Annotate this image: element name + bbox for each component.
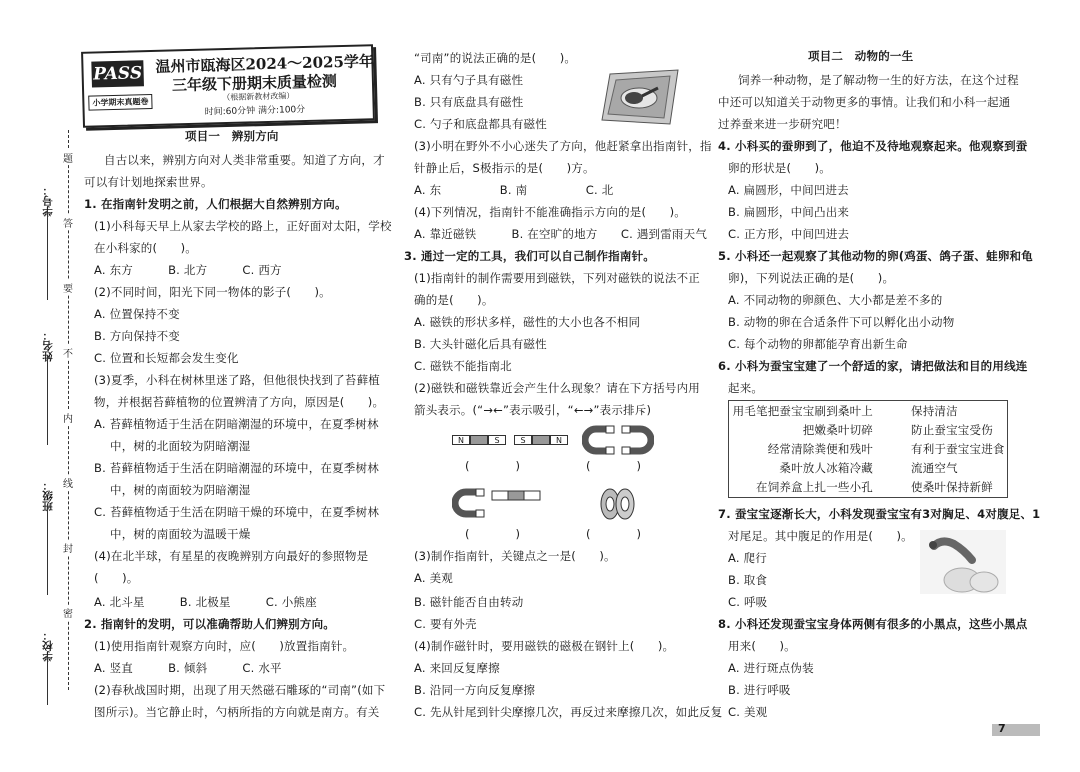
seal-char: 要 [63, 280, 73, 295]
question-7: 7. 蚕宝宝逐渐长大，小科发现蚕宝宝有3对胸足、4对腹足、1 [718, 507, 1041, 521]
option-row[interactable]: A. 东 B. 南 C. 北 [414, 183, 614, 197]
magnet-pole: S [514, 435, 532, 445]
match-right-item[interactable]: 保持清洁 [911, 404, 958, 418]
option-a-cont: 中，树的北面较为阴暗潮湿 [110, 439, 251, 453]
option-c[interactable]: C. 呼吸 [728, 595, 768, 609]
magnet-pole: N [550, 435, 568, 445]
option-a[interactable]: A. 不同动物的卵颜色、大小都是差不多的 [728, 293, 943, 307]
option-c[interactable]: C. 磁铁不能指南北 [414, 359, 512, 373]
page-number-bar [992, 724, 1040, 736]
section-title-direction: 项目一 辨别方向 [185, 129, 279, 143]
name-label: 姓名： [42, 330, 54, 362]
option-a[interactable]: A. 只有勺子具有磁性 [414, 73, 524, 87]
question-1-1: (1)小科每天早上从家去学校的路上，正好面对太阳，学校 [94, 219, 392, 233]
match-left-item[interactable]: 桑叶放人冰箱冷藏 [779, 461, 873, 475]
option-c[interactable]: C. 正方形，中间凹进去 [728, 227, 850, 241]
option-b[interactable]: B. 动物的卵在合适条件下可以孵化出小动物 [728, 315, 955, 329]
seal-char: 密 [63, 605, 73, 620]
magnet-body [532, 435, 550, 445]
option-b[interactable]: B. 磁针能否自由转动 [414, 595, 524, 609]
match-left-item[interactable]: 经常清除粪便和残叶 [767, 442, 873, 456]
intro-line: 中还可以知道关于动物更多的事情。让我们和小科一起通 [718, 95, 1011, 109]
class-blank[interactable] [47, 505, 48, 595]
matching-box [728, 400, 1008, 498]
question-2: 2. 指南针的发明，可以准确帮助人们辨别方向。 [84, 617, 335, 631]
intro-line: 过养蚕来进一步研究吧！ [718, 117, 847, 131]
question-3-1: (1)指南针的制作需要用到磁铁，下列对磁铁的说法不正 [414, 271, 700, 285]
option-a[interactable]: A. 进行斑点伪装 [728, 661, 814, 675]
option-c[interactable]: C. 苔藓植物适于生活在阴暗干燥的环境中，在夏季树林 [94, 505, 380, 519]
question-text: 物，并根据苔藓植物的位置辨清了方向，原因是( )。 [94, 395, 385, 409]
option-b[interactable]: B. 只有底盘具有磁性 [414, 95, 524, 109]
match-right-item[interactable]: 防止蚕宝宝受伤 [911, 423, 993, 437]
question-text: 箭头表示。(“→←”表示吸引，“←→”表示排斥) [414, 403, 652, 417]
magnet-body [470, 435, 488, 445]
sinan-compass-image [598, 66, 680, 128]
option-a[interactable]: A. 位置保持不变 [94, 307, 180, 321]
seal-char: 内 [63, 410, 73, 425]
exam-title-line1: 温州市瓯海区2024～2025学年 [155, 52, 375, 76]
question-3-4: (4)制作磁针时，要用磁铁的磁极在钢针上( )。 [414, 639, 675, 653]
bar-magnet-pair-figure [452, 435, 568, 445]
option-a[interactable]: A. 苔藓植物适于生活在阴暗潮湿的环境中，在夏季树林 [94, 417, 379, 431]
school-label: 学校： [42, 630, 54, 662]
match-left-item[interactable]: 把嫩桑叶切碎 [802, 423, 873, 437]
magnet-pole: S [488, 435, 506, 445]
option-b[interactable]: B. 进行呼吸 [728, 683, 791, 697]
question-text: 卵)，下列说法正确的是( )。 [728, 271, 895, 285]
horseshoe-magnet-pair-figure [582, 425, 654, 455]
match-right-item[interactable]: 流通空气 [911, 461, 958, 475]
question-1: 1. 在指南针发明之前，人们根据大自然辨别方向。 [84, 197, 347, 211]
option-c[interactable]: C. 美观 [728, 705, 768, 719]
option-b[interactable]: B. 取食 [728, 573, 768, 587]
seal-char: 题 [63, 150, 73, 165]
intro-line: 可以有计划地探索世界。 [84, 175, 213, 189]
question-text: 在小科家的( )。 [94, 241, 197, 255]
seal-char: 封 [63, 540, 73, 555]
answer-paren[interactable]: ( ) [586, 459, 641, 473]
student-id-label: 学号： [42, 185, 54, 217]
question-3-3: (3)制作指南针，关键点之一是( )。 [414, 549, 616, 563]
option-b[interactable]: B. 方向保持不变 [94, 329, 180, 343]
horseshoe-and-bar-magnet-figure [452, 488, 544, 518]
answer-paren[interactable]: ( ) [465, 527, 520, 541]
question-text: 针静止后，S极指示的是( )方。 [414, 161, 595, 175]
option-c[interactable]: C. 要有外壳 [414, 617, 477, 631]
option-b[interactable]: B. 沿同一方向反复摩擦 [414, 683, 536, 697]
match-right-item[interactable]: 使桑叶保持新鲜 [911, 480, 993, 494]
match-left-item[interactable]: 在饲养盒上扎一些小孔 [756, 480, 873, 494]
option-row[interactable]: A. 竖直 B. 倾斜 C. 水平 [94, 661, 282, 675]
exam-time-score: 时间:60分钟 满分:100分 [204, 104, 306, 118]
question-text: 起来。 [728, 381, 764, 395]
section-title-animal-life: 项目二 动物的一生 [808, 49, 914, 63]
intro-line: 饲养一种动物，是了解动物一生的好方法，在这个过程 [738, 73, 1019, 87]
option-c[interactable]: C. 位置和长短都会发生变化 [94, 351, 239, 365]
gap [506, 435, 514, 445]
match-right-item[interactable]: 有利于蚕宝宝进食 [911, 442, 1005, 456]
question-2-3: (3)小明在野外不小心迷失了方向，他赶紧拿出指南针，指 [414, 139, 712, 153]
question-text: 对尾足。其中腹足的作用是( )。 [728, 529, 913, 543]
option-b[interactable]: B. 大头针磁化后具有磁性 [414, 337, 547, 351]
exam-type-tag: 小学期末真题卷 [88, 94, 152, 111]
option-c-cont: 中，树的南面较为温暖干燥 [110, 527, 251, 541]
option-row[interactable]: A. 北斗星 B. 北极星 C. 小熊座 [94, 595, 317, 609]
option-b[interactable]: B. 扁圆形，中间凸出来 [728, 205, 850, 219]
question-2-1: (1)使用指南针观察方向时，应( )放置指南针。 [94, 639, 355, 653]
question-1-4: (4)在北半球，有星星的夜晚辨别方向最好的参照物是 [94, 549, 369, 563]
name-blank[interactable] [47, 355, 48, 445]
match-left-item[interactable]: 用毛笔把蚕宝宝刷到桑叶上 [732, 404, 873, 418]
seal-char: 线 [63, 475, 73, 490]
option-a[interactable]: A. 扁圆形，中间凹进去 [728, 183, 849, 197]
question-text: “司南”的说法正确的是( )。 [414, 51, 577, 65]
option-c[interactable]: C. 勺子和底盘都具有磁性 [414, 117, 547, 131]
question-text: 图所示)。当它静止时，勺柄所指的方向就是南方。有关 [94, 705, 380, 719]
question-text: ( )。 [94, 571, 139, 585]
option-a[interactable]: A. 爬行 [728, 551, 767, 565]
question-5: 5. 小科还一起观察了其他动物的卵(鸡蛋、鸽子蛋、蛙卵和龟 [718, 249, 1033, 263]
question-3-2: (2)磁铁和磁铁靠近会产生什么现象？请在下方括号内用 [414, 381, 700, 395]
ring-magnet-pair-figure [596, 486, 640, 522]
silkworm-on-eggs-image [920, 530, 1006, 594]
question-2-2: (2)春秋战国时期，出现了用天然磁石雕琢的“司南”(如下 [94, 683, 386, 697]
question-8: 8. 小科还发现蚕宝宝身体两侧有很多的小黑点，这些小黑点 [718, 617, 1028, 631]
option-b-cont: 中，树的南面较为阴暗潮湿 [110, 483, 251, 497]
option-b[interactable]: B. 苔藓植物适于生活在阴暗潮湿的环境中，在夏季树林 [94, 461, 379, 475]
option-row[interactable]: A. 东方 B. 北方 C. 西方 [94, 263, 282, 277]
seal-char: 答 [63, 215, 73, 230]
question-1-2: (2)不同时间，阳光下同一物体的影子( )。 [94, 285, 331, 299]
answer-paren[interactable]: ( ) [586, 527, 641, 541]
option-a[interactable]: A. 美观 [414, 571, 453, 585]
exam-header-banner [81, 44, 375, 128]
option-a[interactable]: A. 磁铁的形状多样，磁性的大小也各不相同 [414, 315, 641, 329]
question-text: 用来( )。 [728, 639, 796, 653]
class-label: 班级： [42, 480, 54, 512]
student-id-blank[interactable] [47, 210, 48, 300]
seal-char: 不 [63, 345, 73, 360]
answer-paren[interactable]: ( ) [465, 459, 520, 473]
question-4: 4. 小科买的蚕卵到了，他迫不及待地观察起来。他观察到蚕 [718, 139, 1028, 153]
school-blank[interactable] [47, 655, 48, 705]
question-6: 6. 小科为蚕宝宝建了一个舒适的家，请把做法和目的用线连 [718, 359, 1028, 373]
option-row[interactable]: A. 靠近磁铁 B. 在空旷的地方 C. 遇到雷雨天气 [414, 227, 708, 241]
option-c[interactable]: C. 每个动物的卵都能孕育出新生命 [728, 337, 908, 351]
question-2-4: (4)下列情况，指南针不能准确指示方向的是( )。 [414, 205, 686, 219]
option-a[interactable]: A. 来回反复摩擦 [414, 661, 500, 675]
question-text: 确的是( )。 [414, 293, 494, 307]
exam-subnote: （根据新教材改编） [222, 91, 295, 103]
option-c[interactable]: C. 先从针尾到针尖摩擦几次，再反过来摩擦几次，如此反复 [414, 705, 723, 719]
pass-logo: PASS [91, 60, 144, 87]
question-text: 卵的形状是( )。 [728, 161, 831, 175]
question-3: 3. 通过一定的工具，我们可以自己制作指南针。 [404, 249, 655, 263]
magnet-pole: N [452, 435, 470, 445]
question-1-3: (3)夏季，小科在树林里迷了路，但他很快找到了苔藓植 [94, 373, 380, 387]
page-number: 7 [998, 722, 1006, 735]
intro-line: 自古以来，辨别方向对人类非常重要。知道了方向，才 [104, 153, 385, 167]
exam-title-line2: 三年级下册期末质量检测 [171, 72, 338, 95]
